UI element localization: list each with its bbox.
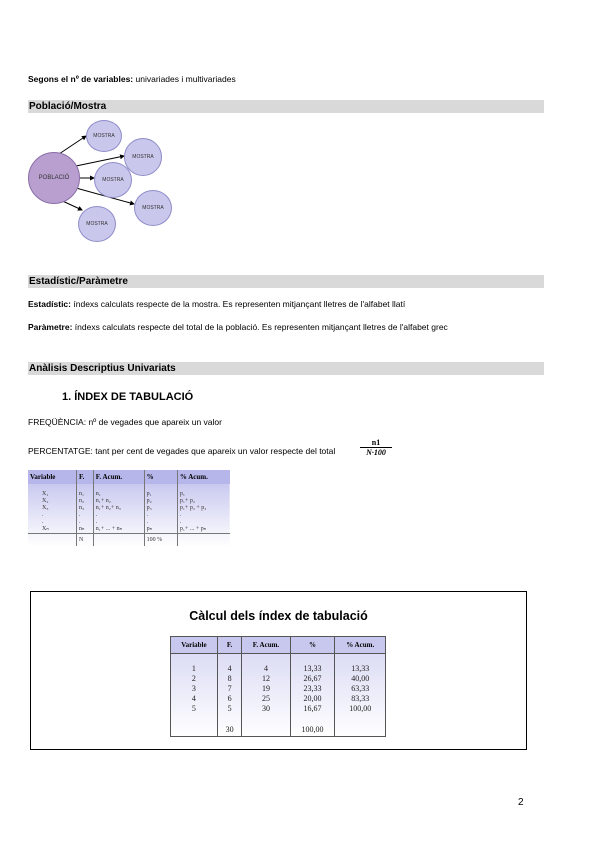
- table-cell: .: [179, 512, 182, 518]
- fraction-numerator: n1: [360, 438, 392, 448]
- table-header: %: [290, 637, 335, 654]
- table-cell: X₃: [28, 505, 76, 512]
- table-cell: 100 %: [144, 534, 177, 547]
- percentatge-fraction: [360, 438, 392, 457]
- estadistic-text: índexs calculats respecte de la mostra. Es representen mitjançant lletres de l'alfabet llatí: [73, 299, 406, 309]
- section-heading-poblacio: Població/Mostra: [28, 100, 544, 113]
- table-cell: n₁: [76, 491, 93, 498]
- table-cell: 3: [171, 684, 218, 694]
- table-cell: n₁+ ... + nₙ: [93, 526, 144, 534]
- table-cell: X₂: [28, 498, 76, 505]
- table-cell: p₁+ p₂ + p₃: [179, 505, 207, 511]
- table-header: F.: [76, 470, 93, 484]
- table-cell: n₃: [76, 505, 93, 512]
- sample-bubble-4: MOSTRA: [134, 190, 172, 226]
- table-row: [171, 664, 386, 674]
- table-row: [171, 674, 386, 684]
- generic-tabulation-table: [28, 470, 230, 546]
- sample-bubble-2: MOSTRA: [124, 138, 162, 176]
- sample-bubble-5: MOSTRA: [78, 206, 116, 242]
- table-cell: 23,33: [290, 684, 335, 694]
- table-cell: X₁: [28, 491, 76, 498]
- table-cell: 7: [217, 684, 242, 694]
- percentatge-definition: PERCENTATGE: tant per cent de vegades que apareix un valor respecte del total: [28, 446, 336, 456]
- fraction-denominator: N·100: [366, 448, 386, 457]
- table-cell: p₃: [144, 505, 177, 512]
- table-cell: [28, 534, 76, 547]
- table-cell: [171, 724, 218, 737]
- table-cell: .: [144, 519, 177, 526]
- table-cell: Xₙ: [28, 526, 76, 534]
- table-cell: 12: [242, 674, 290, 684]
- section-heading-analisis: Anàlisis Descriptius Univariats: [28, 362, 544, 375]
- table-cell: 20,00: [290, 694, 335, 704]
- sample-bubble-1: MOSTRA: [86, 120, 122, 152]
- population-bubble: POBLACIÓ: [28, 152, 80, 204]
- table-cell: [93, 534, 144, 547]
- parametre-definition: [28, 322, 588, 332]
- table-row: [28, 505, 230, 512]
- table-header: F.: [217, 637, 242, 654]
- page-number: 2: [518, 797, 524, 808]
- table-header: F. Acum.: [242, 637, 290, 654]
- table-row: [171, 684, 386, 694]
- table-cell: n₁+ n₂: [93, 498, 144, 505]
- estadistic-definition: [28, 299, 568, 309]
- intro-text: univariades i multivariades: [135, 74, 236, 84]
- table-footer-row: [28, 534, 230, 547]
- table-cell: .: [28, 512, 76, 519]
- table-cell: N: [76, 534, 93, 547]
- table-header-row: [171, 637, 386, 654]
- table-header: Variable: [28, 470, 76, 484]
- table-cell: 4: [171, 694, 218, 704]
- parametre-text: índexs calculats respecte del total de la població. Es representen mitjançant lletres de l'alfabet grec: [74, 322, 448, 332]
- population-sample-diagram: [28, 118, 178, 248]
- table-cell: p₁+ ... + pₙ: [179, 526, 207, 532]
- table-cell: 26,67: [290, 674, 335, 684]
- table-cell: [242, 724, 290, 737]
- table-row: [28, 498, 230, 505]
- table-cell: 5: [171, 704, 218, 714]
- calc-table: [170, 636, 386, 737]
- table-cell: n₁+ n₂+ n₃: [93, 505, 144, 512]
- tabulacio-heading: 1. ÍNDEX DE TABULACIÓ: [62, 391, 194, 403]
- table-header: Variable: [171, 637, 218, 654]
- table-cell: n₁: [93, 491, 144, 498]
- table-cell: 4: [217, 664, 242, 674]
- table-cell: 25: [242, 694, 290, 704]
- table-cell: 4: [242, 664, 290, 674]
- table-cell: .: [93, 512, 144, 519]
- table-cell: 63,33: [335, 684, 386, 694]
- table-cell: 8: [217, 674, 242, 684]
- table-cell: 40,00: [335, 674, 386, 684]
- table-row: [171, 704, 386, 714]
- table-row: [28, 526, 230, 534]
- table-header: F. Acum.: [93, 470, 144, 484]
- table-cell: 16,67: [290, 704, 335, 714]
- frequencia-definition: FREQÜÈNCIA: nº de vegades que apareix un valor: [28, 417, 222, 427]
- table-cell: 5: [217, 704, 242, 714]
- table-cell: .: [76, 512, 93, 519]
- table-cell: 6: [217, 694, 242, 704]
- table-cell: 13,33: [335, 664, 386, 674]
- calc-box-title: Càlcul dels índex de tabulació: [189, 609, 368, 623]
- table-cell: p₁: [179, 491, 185, 497]
- table-cell: 30: [217, 724, 242, 737]
- table-cell: .: [28, 519, 76, 526]
- table-cell: p₁: [144, 491, 177, 498]
- table-cell: [177, 534, 230, 547]
- table-cell: 19: [242, 684, 290, 694]
- intro-line: [28, 74, 236, 84]
- sample-bubble-3: MOSTRA: [94, 162, 132, 198]
- table-cell: 1: [171, 664, 218, 674]
- table-cell: p₂: [144, 498, 177, 505]
- table-cell: [335, 724, 386, 737]
- table-cell: pₙ: [144, 526, 177, 534]
- table-footer-row: [171, 724, 386, 737]
- table-cell: 100,00: [335, 704, 386, 714]
- table-header: % Acum.: [177, 470, 230, 484]
- table-cell: 13,33: [290, 664, 335, 674]
- table-cell: p₁+ p₂: [179, 498, 195, 504]
- table-cell: .: [76, 519, 93, 526]
- table-cell: 83,33: [335, 694, 386, 704]
- table-cell: .: [179, 519, 182, 525]
- table-row: [171, 694, 386, 704]
- table-row: [28, 512, 230, 519]
- table-cell: nₙ: [76, 526, 93, 534]
- intro-label: Segons el nº de variables:: [28, 74, 134, 84]
- table-cell: 30: [242, 704, 290, 714]
- section-heading-estadistic: Estadístic/Paràmetre: [28, 275, 544, 288]
- table-cell: 2: [171, 674, 218, 684]
- table-header-row: [28, 470, 230, 484]
- table-header: %: [144, 470, 177, 484]
- table-cell: .: [144, 512, 177, 519]
- table-cell: n₂: [76, 498, 93, 505]
- table-cell: .: [93, 519, 144, 526]
- table-cell: 100,00: [290, 724, 335, 737]
- estadistic-label: Estadístic:: [28, 299, 71, 309]
- parametre-label: Paràmetre:: [28, 322, 73, 332]
- table-row: [28, 519, 230, 526]
- table-header: % Acum.: [335, 637, 386, 654]
- table-row: [28, 491, 230, 498]
